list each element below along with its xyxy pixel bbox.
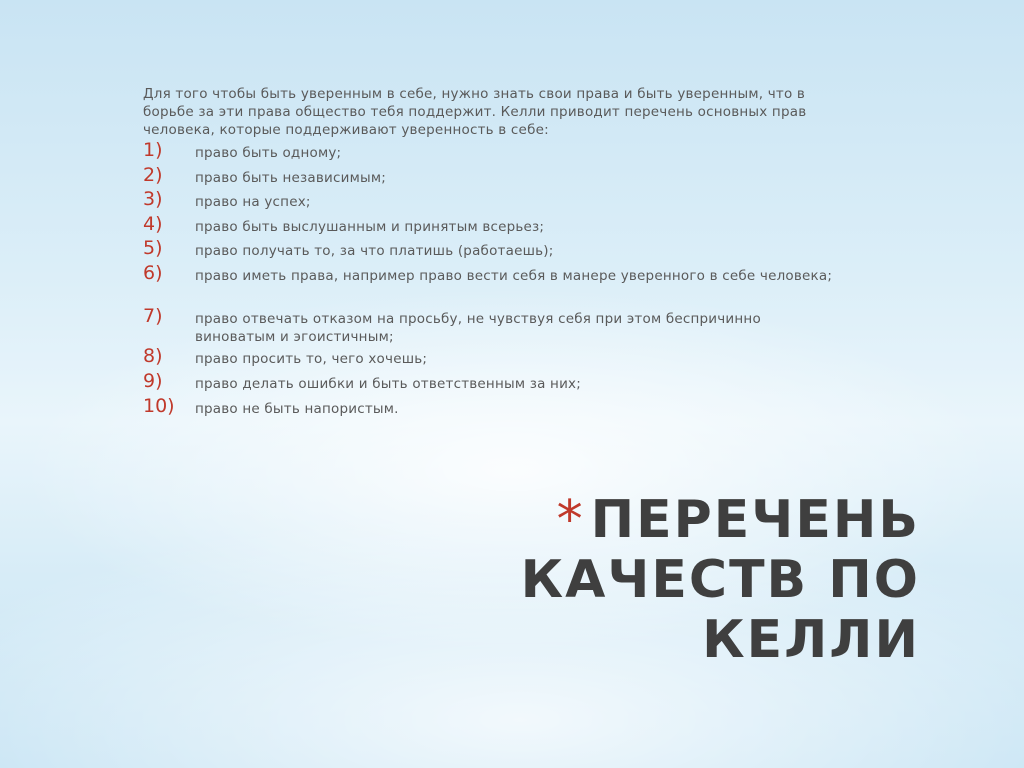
list-item-number: 1) bbox=[143, 139, 163, 161]
slide-title bbox=[300, 490, 920, 670]
asterisk-bullet-icon: * bbox=[556, 490, 585, 550]
list-item-text: право быть независимым; bbox=[195, 170, 386, 186]
title-line-1 bbox=[300, 490, 920, 610]
list-item-number: 3) bbox=[143, 188, 163, 210]
list-item-number: 5) bbox=[143, 237, 163, 259]
list-item-text: право быть одному; bbox=[195, 145, 342, 161]
list-item-number: 7) bbox=[143, 305, 163, 327]
list-item-text: право просить то, чего хочешь; bbox=[195, 351, 428, 367]
list-item-text: право иметь права, например право вести себя в манере уверенного в себе человека; bbox=[195, 268, 833, 284]
list-item-number: 2) bbox=[143, 164, 163, 186]
title-line-1-text: ПЕРЕЧЕНЬ КАЧЕСТВ ПО bbox=[520, 490, 920, 610]
title-reflection bbox=[300, 612, 920, 642]
list-item-number: 4) bbox=[143, 213, 163, 235]
list-item-text: право на успех; bbox=[195, 194, 311, 210]
list-item-text: право не быть напористым. bbox=[195, 401, 399, 417]
list-item-text: право отвечать отказом на просьбу, не чувствуя себя при этом беспричинно виноватым и эгоистичным; bbox=[195, 311, 761, 345]
list-item-text: право получать то, за что платишь (работаешь); bbox=[195, 243, 554, 259]
list-item-text: право быть выслушанным и принятым всерьез; bbox=[195, 219, 545, 235]
title-line-2: КЕЛЛИ bbox=[702, 610, 920, 670]
list-item-number: 9) bbox=[143, 370, 163, 392]
intro-paragraph: Для того чтобы быть уверенным в себе, нужно знать свои права и быть уверенным, что в борьбе за эти права общество тебя поддержит. Келли приводит перечень основных прав человека, которые поддерживают уверенность в себе: bbox=[143, 86, 807, 138]
list-item-number: 10) bbox=[143, 395, 175, 417]
list-item-number: 8) bbox=[143, 345, 163, 367]
list-item-number: 6) bbox=[143, 262, 163, 284]
list-item-text: право делать ошибки и быть ответственным за них; bbox=[195, 376, 581, 392]
